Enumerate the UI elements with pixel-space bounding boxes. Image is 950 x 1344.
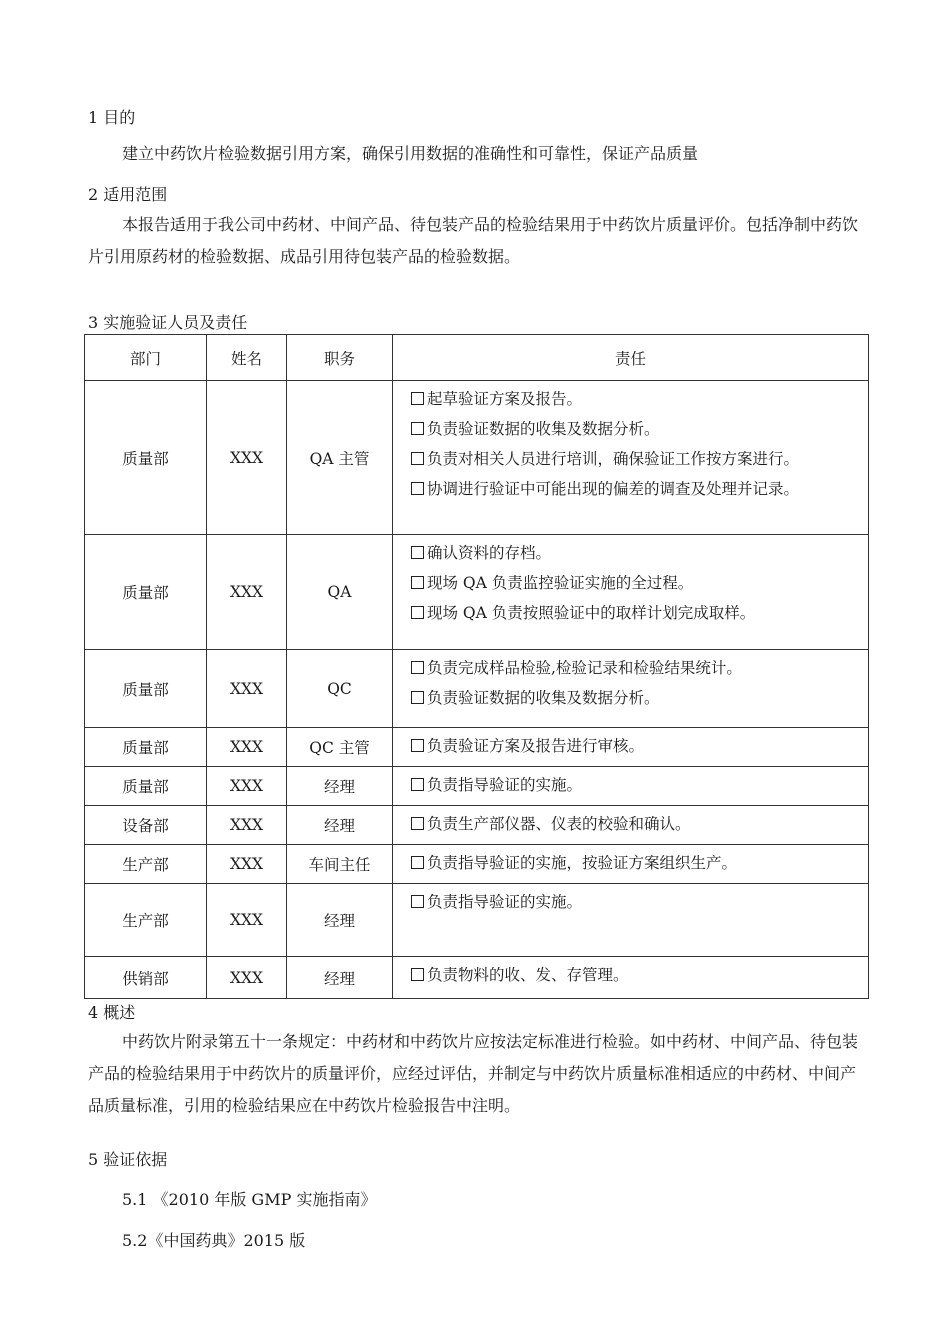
cell-dept: 质量部: [85, 767, 207, 806]
section-4-body: 中药饮片附录第五十一条规定：中药材和中药饮片应按法定标准进行检验。如中药材、中间产品、待包装产品的检验结果用于中药饮片的质量评价，应经过评估，并制定与中药饮片质量标准相适应的中药材、中间产品质量标准，引用的检验结果应在中药饮片检验报告中注明。: [88, 1032, 859, 1115]
cell-duty: [393, 728, 869, 767]
duty-text: 负责物料的收、发、存管理。: [427, 966, 629, 984]
cell-duty: [393, 650, 869, 728]
cell-name: XXX: [207, 806, 287, 845]
duty-text: 确认资料的存档。: [427, 544, 552, 562]
duty-item: [411, 543, 868, 563]
cell-duty: [393, 535, 869, 650]
header-title: 职务: [287, 335, 393, 381]
checkbox-icon: [411, 576, 424, 589]
reference-item: 5.1 《2010 年版 GMP 实施指南》: [122, 1190, 377, 1209]
checkbox-icon: [411, 739, 424, 752]
cell-name: XXX: [207, 381, 287, 535]
cell-name: XXX: [207, 728, 287, 767]
duty-text: 负责生产部仪器、仪表的校验和确认。: [427, 815, 691, 833]
cell-dept: 供销部: [85, 957, 207, 999]
cell-dept: 质量部: [85, 535, 207, 650]
cell-title: 经理: [287, 806, 393, 845]
section-3-heading: 3 实施验证人员及责任: [88, 313, 248, 332]
duty-item: [411, 775, 868, 795]
duty-item: [411, 419, 868, 439]
duty-text: 负责完成样品检验,检验记录和检验结果统计。: [427, 659, 742, 677]
cell-name: XXX: [207, 767, 287, 806]
duty-item: [411, 389, 868, 409]
cell-dept: 质量部: [85, 650, 207, 728]
cell-name: XXX: [207, 957, 287, 999]
cell-duty: [393, 767, 869, 806]
section-2-heading: 2 适用范围: [88, 185, 168, 204]
duty-item: [411, 853, 868, 873]
checkbox-icon: [411, 422, 424, 435]
section-1-heading: 1 目的: [88, 108, 136, 127]
cell-duty: [393, 884, 869, 957]
duty-text: 负责指导验证的实施，按验证方案组织生产。: [427, 854, 738, 872]
checkbox-icon: [411, 661, 424, 674]
cell-title: QC: [287, 650, 393, 728]
duty-text: 负责指导验证的实施。: [427, 893, 583, 911]
cell-title: QC 主管: [287, 728, 393, 767]
table-row: [85, 845, 869, 884]
checkbox-icon: [411, 546, 424, 559]
header-name: 姓名: [207, 335, 287, 381]
duty-item: [411, 449, 868, 469]
duty-item: [411, 573, 868, 593]
duty-text: 现场 QA 负责按照验证中的取样计划完成取样。: [427, 604, 756, 622]
cell-name: XXX: [207, 650, 287, 728]
checkbox-icon: [411, 691, 424, 704]
duty-text: 负责验证方案及报告进行审核。: [427, 737, 645, 755]
checkbox-icon: [411, 856, 424, 869]
duty-text: 负责指导验证的实施。: [427, 776, 583, 794]
cell-duty: [393, 957, 869, 999]
table-row: [85, 806, 869, 845]
cell-title: 车间主任: [287, 845, 393, 884]
table-row: [85, 728, 869, 767]
cell-name: XXX: [207, 845, 287, 884]
duty-text: 现场 QA 负责监控验证实施的全过程。: [427, 574, 694, 592]
duty-item: [411, 603, 868, 623]
duty-text: 负责对相关人员进行培训，确保验证工作按方案进行。: [427, 450, 800, 468]
responsibility-table: [84, 334, 869, 999]
table-row: [85, 767, 869, 806]
duty-text: 起草验证方案及报告。: [427, 390, 583, 408]
checkbox-icon: [411, 778, 424, 791]
header-duty: 责任: [393, 335, 869, 381]
cell-title: 经理: [287, 767, 393, 806]
table-row: [85, 381, 869, 535]
cell-dept: 质量部: [85, 728, 207, 767]
duty-text: 协调进行验证中可能出现的偏差的调查及处理并记录。: [427, 480, 800, 498]
duty-item: [411, 479, 868, 499]
table-header-row: [85, 335, 869, 381]
checkbox-icon: [411, 895, 424, 908]
table-row: [85, 884, 869, 957]
cell-dept: 生产部: [85, 845, 207, 884]
cell-name: XXX: [207, 535, 287, 650]
duty-text: 负责验证数据的收集及数据分析。: [427, 689, 660, 707]
table-row: [85, 535, 869, 650]
cell-dept: 质量部: [85, 381, 207, 535]
checkbox-icon: [411, 452, 424, 465]
table-body: [85, 381, 869, 999]
checkbox-icon: [411, 606, 424, 619]
cell-title: QA: [287, 535, 393, 650]
table-row: [85, 957, 869, 999]
cell-duty: [393, 845, 869, 884]
cell-title: 经理: [287, 957, 393, 999]
duty-item: [411, 814, 868, 834]
reference-item: 5.2《中国药典》2015 版: [122, 1231, 306, 1250]
cell-duty: [393, 381, 869, 535]
duty-item: [411, 965, 868, 985]
cell-name: XXX: [207, 884, 287, 957]
header-dept: 部门: [85, 335, 207, 381]
cell-dept: 设备部: [85, 806, 207, 845]
duty-item: [411, 736, 868, 756]
cell-duty: [393, 806, 869, 845]
duty-item: [411, 658, 868, 678]
checkbox-icon: [411, 392, 424, 405]
checkbox-icon: [411, 968, 424, 981]
cell-title: QA 主管: [287, 381, 393, 535]
section-4-heading: 4 概述: [88, 1003, 136, 1022]
section-5-heading: 5 验证依据: [88, 1150, 168, 1169]
cell-dept: 生产部: [85, 884, 207, 957]
section-1-body: 建立中药饮片检验数据引用方案，确保引用数据的准确性和可靠性，保证产品质量: [122, 144, 699, 163]
section-2-body: 本报告适用于我公司中药材、中间产品、待包装产品的检验结果用于中药饮片质量评价。包括净制中药饮片引用原药材的检验数据、成品引用待包装产品的检验数据。: [88, 215, 859, 266]
duty-item: [411, 892, 868, 912]
checkbox-icon: [411, 482, 424, 495]
duty-text: 负责验证数据的收集及数据分析。: [427, 420, 660, 438]
cell-title: 经理: [287, 884, 393, 957]
duty-item: [411, 688, 868, 708]
checkbox-icon: [411, 817, 424, 830]
table-row: [85, 650, 869, 728]
